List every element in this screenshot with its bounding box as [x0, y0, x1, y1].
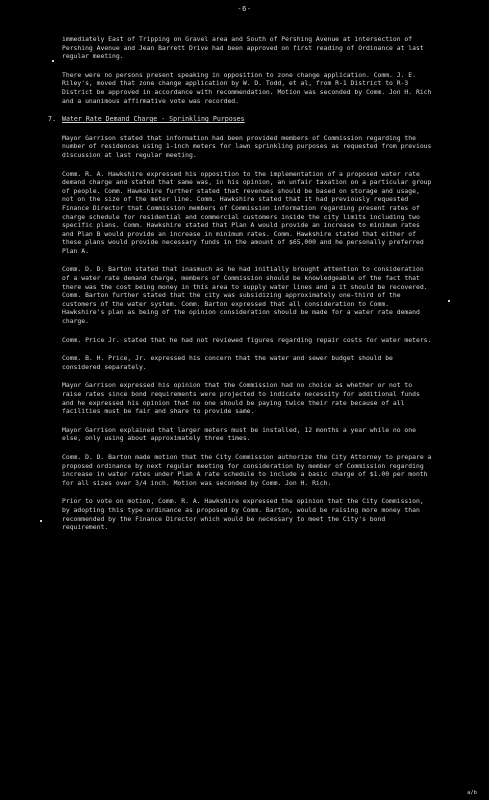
section-title: Water Rate Demand Charge - Sprinkling Purposes	[62, 115, 245, 124]
section-paragraph-3: Comm. D. D. Barton stated that inasmuch as he had initially brought attention to consideration of a water rate demand charge, members of Commission should be knowledgeable of the fact that there was the cost being money in this area to supply water lines and a it should be recovered. Comm. Barton further stated that the city was subsidizing approximately one-third of the customers of the water system. Comm. Barton expressed that all consideration to Comm. Hawkshire's plan as being of the opinion consideration should be made for a water rate demand charge.	[62, 265, 432, 326]
section-paragraph-5: Comm. B. H. Price, Jr. expressed his concern that the water and sewer budget should be considered separately.	[62, 354, 397, 371]
section-paragraph-6: Mayor Garrison expressed his opinion that the Commission had no choice as whether or not to raise rates since bond requirements were projected to indicate necessity for additional funds and he expressed his opinion that no one should be paying twice their rate because of all facilities must be fair and share to provide same.	[62, 381, 424, 416]
scan-speck	[40, 520, 42, 522]
page-number: -6-	[237, 4, 252, 13]
footer-mark: a/b	[467, 790, 477, 796]
section-paragraph-1: Mayor Garrison stated that information had been provided members of Commission regarding the number of residences using 1-inch meters for lawn sprinkling purposes as requested from previous discussion at last regular meeting.	[62, 133, 436, 159]
section-paragraph-9: Prior to vote on motion, Comm. R. A. Hawkshire expressed the opinion that the City Commission, by adopting this type ordinance as proposed by Comm. Barton, would be raising more money than recommended by the Finance Director which would be necessary to meet the City's bond requirement.	[62, 497, 428, 532]
section-paragraph-4: Comm. Price Jr. stated that he had not reviewed figures regarding repair costs for water meters.	[62, 335, 432, 344]
section-paragraph-2: Comm. R. A. Hawkshire expressed his opposition to the implementation of a proposed water rate demand charge and stated that same was, in his opinion, an unfair taxation on a particular group of people. Comm. Hawkshire further stated that revenues should be based on storage and usage, not on the size of the meter line. Comm. Hawkshire stated that it had previously requested Finance Director that Commission members of Commission information regarding present rates of charge schedule for residential and commercial customers inside the city limits including two specific plans. Comm. Hawkshire stated that Plan A would provide an increase to minimum rates and Plan B would provide an increase in minimum rates. Comm. Hawkshire stated that either of these plans would provide necessary funds in the amount of $65,000 and he personally preferred Plan A.	[62, 169, 436, 255]
section-paragraph-8: Comm. D. D. Barton made motion that the City Commission authorize the City Attorney to prepare a proposed ordinance by next regular meeting for consideration by member of Commission regarding increase in water rates under Plan A rate schedule to include a basic charge of $1.00 per month for all sizes over 3/4 inch. Motion was seconded by Comm. Jon H. Rich.	[62, 452, 436, 487]
paragraph-1: immediately East of Tripping on Gravel area and South of Pershing Avenue at intersection of Pershing Avenue and Jean Barrett Drive had been approved on first reading of Ordinance at last regular meeting.	[62, 35, 428, 61]
section-paragraph-7: Mayor Garrison explained that larger meters must be installed, 12 months a year while no one else, only using about approximately three times.	[62, 425, 420, 443]
paragraph-2: There were no persons present speaking in opposition to zone change application. Comm. J. E. Riley's, moved that zone change application by W. D. Todd, et al, from R-1 District to R-3 District be approved in accordance with recommendation. Motion was seconded by Comm. Jon H. Rich and a unanimous affirmative vote was recorded.	[62, 70, 436, 105]
section-heading	[48, 115, 432, 124]
scan-speck	[448, 300, 450, 302]
scan-speck	[52, 60, 54, 62]
section-number: 7.	[48, 115, 56, 124]
document-body	[48, 35, 436, 542]
